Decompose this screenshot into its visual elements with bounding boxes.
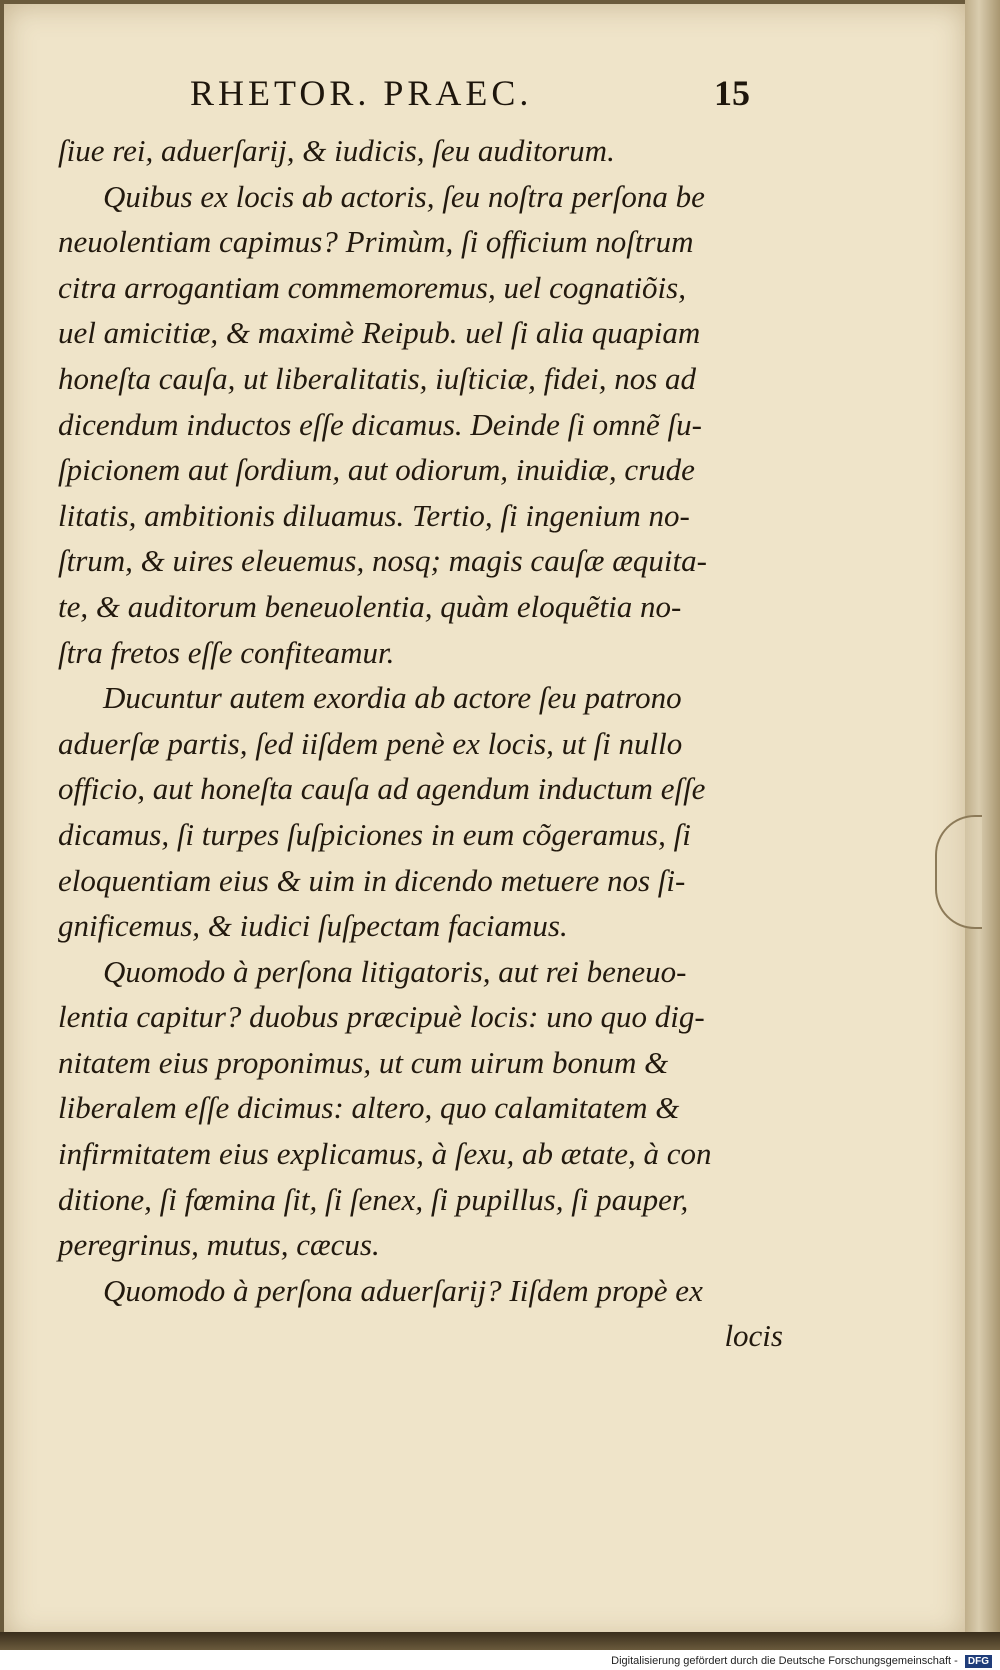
text-line: Quomodo à perſona aduerſarij? Iiſdem propè ex — [103, 1272, 703, 1308]
text-line: infirmitatem eius explicamus, à ſexu, ab ætate, à con — [58, 1136, 712, 1172]
catchword: locis — [724, 1318, 783, 1354]
text-line: gnificemus, & iudici ſuſpectam faciamus. — [58, 908, 568, 944]
text-line: citra arrogantiam commemoremus, uel cognatiõis, — [58, 269, 686, 305]
text-line: ſtra fretos eſſe confiteamur. — [58, 634, 395, 670]
text-line: aduerſæ partis, ſed iiſdem penè ex locis, ut ſi nullo — [58, 725, 683, 761]
text-line: ſiue rei, aduerſarij, & iudicis, ſeu auditorum. — [58, 133, 615, 168]
text-line: neuolentiam capimus? Primùm, ſi officium noſtrum — [58, 224, 694, 260]
text-line: nitatem eius proponimus, ut cum uirum bonum & — [58, 1044, 669, 1080]
text-line: dicendum inductos eſſe dicamus. Deinde ſi omnẽ ſu- — [58, 406, 702, 442]
text-line: peregrinus, mutus, cæcus. — [58, 1227, 380, 1263]
page-number: 15 — [714, 73, 750, 113]
dfg-logo-icon: DFG — [965, 1655, 992, 1668]
page-bottom-edge — [0, 1632, 1000, 1650]
text-line: dicamus, ſi turpes ſuſpiciones in eum cõgeramus, ſi — [58, 816, 691, 852]
page-tab-marker — [935, 815, 982, 929]
text-line: Quibus ex locis ab actoris, ſeu noſtra perſona be — [103, 178, 705, 214]
running-head: RHETOR. PRAEC. — [190, 73, 533, 113]
text-line: ſpicionem aut ſordium, aut odiorum, inuidiæ, crude — [58, 452, 695, 488]
text-line: Ducuntur autem exordia ab actore ſeu patrono — [103, 680, 682, 716]
digitization-footer — [0, 1652, 992, 1670]
text-line: litatis, ambitionis diluamus. Tertio, ſi ingenium no- — [58, 497, 690, 533]
text-line: lentia capitur? duobus præcipuè locis: uno quo dig- — [58, 999, 705, 1035]
funding-credit: Digitalisierung gefördert durch die Deutsche Forschungsgemeinschaft - — [611, 1655, 958, 1667]
text-line: ſtrum, & uires eleuemus, nosq; magis cauſæ æquita- — [58, 543, 707, 579]
text-line: uel amicitiæ, & maximè Reipub. uel ſi alia quapiam — [58, 315, 701, 351]
text-line: officio, aut honeſta cauſa ad agendum inductum eſſe — [58, 771, 706, 807]
text-line: honeſta cauſa, ut liberalitatis, iuſticiæ, fidei, nos ad — [58, 360, 697, 396]
text-body — [58, 128, 783, 1359]
text-line: eloquentiam eius & uim in dicendo metuere nos ſi- — [58, 862, 686, 898]
page-header — [190, 72, 750, 122]
text-line: te, & auditorum beneuolentia, quàm eloquẽtia no- — [58, 588, 682, 624]
text-line: ditione, ſi fœmina ſit, ſi ſenex, ſi pupillus, ſi pauper, — [58, 1181, 689, 1217]
text-line: liberalem eſſe dicimus: altero, quo calamitatem & — [58, 1090, 680, 1126]
text-line: Quomodo à perſona litigatoris, aut rei beneuo- — [103, 953, 687, 989]
